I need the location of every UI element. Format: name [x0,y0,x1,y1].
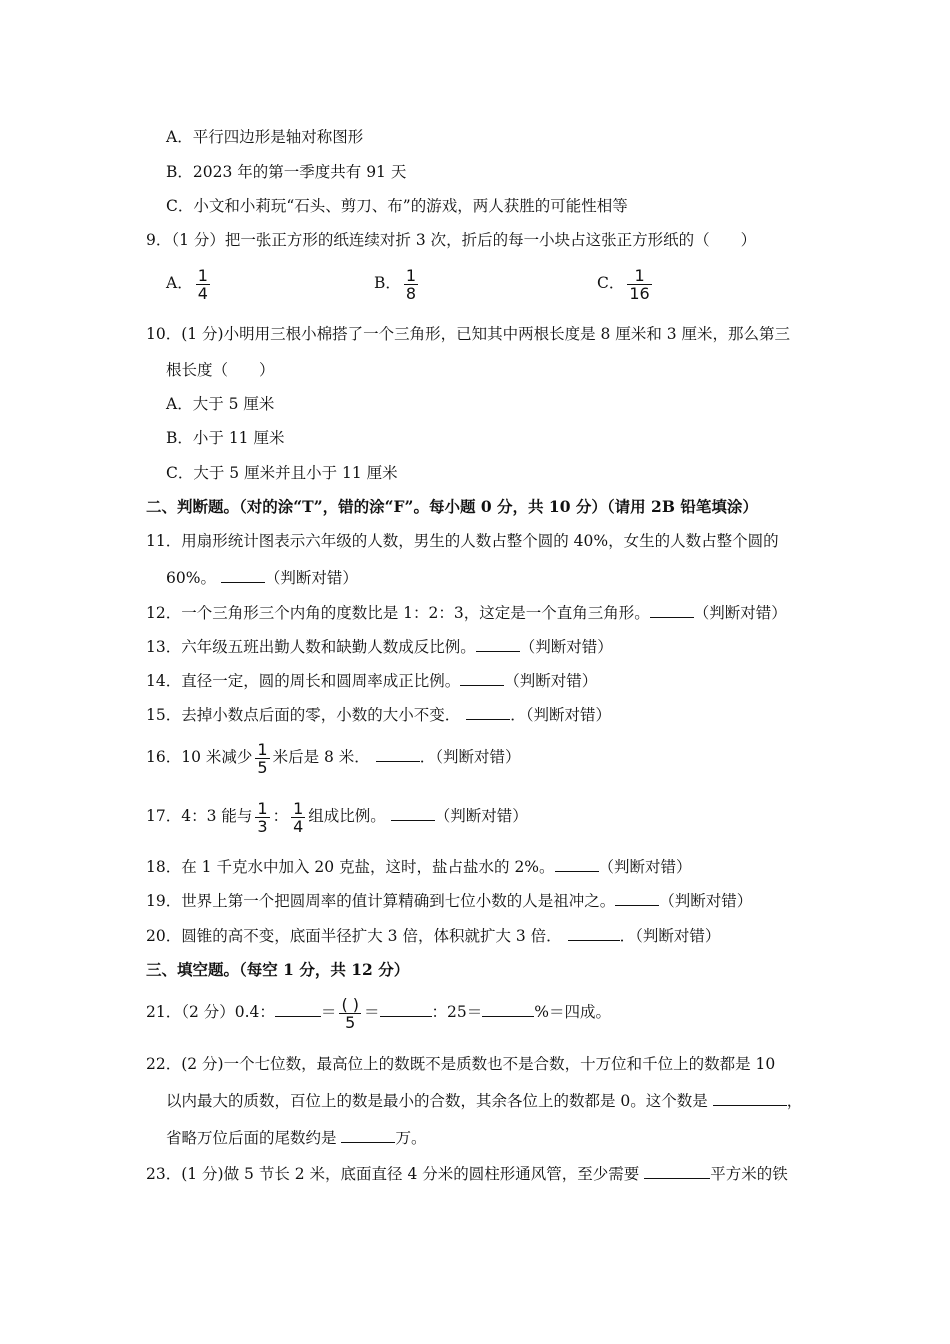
answer-blank[interactable] [476,637,520,652]
q15 [146,705,611,725]
q14-text: 14．直径一定，圆的周长和圆周率成正比例。 [146,672,461,690]
judge-hint: ．（判断对错） [510,706,611,724]
q23 [146,1164,788,1184]
answer-blank[interactable] [380,1002,432,1017]
q19 [146,891,752,911]
judge-hint: （判断对错） [264,569,358,587]
q10-question-line1: 10．(1 分)小明用三根小棉搭了一个三角形，已知其中两根长度是 8 厘米和 3 厘米，那么第三 [146,325,791,343]
judge-hint: ．（判断对错） [619,927,721,945]
q16-text-2: 米后是 8 米． [272,748,370,766]
section-2-title: 二、判断题。（对的涂“T”，错的涂“F”。每小题 0 分，共 10 分）（请用 2B 铅笔填涂） [146,497,758,516]
q23-text-2: 平方米的铁 [710,1165,788,1183]
q17-text: 17．4：3 能与 [146,807,253,825]
q9-c-label: C． [597,274,625,292]
q19-text: 19．世界上第一个把圆周率的值计算精确到七位小数的人是祖冲之。 [146,892,616,910]
q17-fraction-2 [291,800,305,835]
answer-blank[interactable] [555,857,599,872]
q11-line1: 11．用扇形统计图表示六年级的人数，男生的人数占整个圆的 40%，女生的人数占整个圆的 [146,532,779,550]
q9-option-c [597,266,655,302]
q20 [146,926,720,946]
q10-question-line2: 根长度（ ） [166,361,275,379]
q17-text-2: 组成比例。 [308,807,386,825]
denominator: 5 [257,757,268,777]
answer-blank[interactable] [221,568,265,583]
q9-c-fraction [627,267,651,302]
equals-sign: ＝ [364,1003,380,1021]
denominator: 8 [405,283,417,303]
q21-fraction [339,996,361,1031]
answer-blank[interactable] [644,1164,710,1179]
judge-hint: （判断对错） [434,807,528,825]
judge-hint: （判断对错） [519,638,613,656]
q22-line1: 22．(2 分)一个七位数，最高位上的数既不是质数也不是合数，十万位和千位上的数都是 10 [146,1055,776,1073]
q22-line3 [166,1128,426,1148]
q11-percent: 60%。 [166,569,216,587]
q8-option-c: C．小文和小莉玩“石头、剪刀、布”的游戏，两人获胜的可能性相等 [166,197,628,215]
q10-option-b: B．小于 11 厘米 [166,429,285,447]
judge-hint: （判断对错） [504,672,598,690]
judge-hint: ．（判断对错） [419,748,521,766]
q21-text-3: %＝四成。 [534,1003,611,1021]
answer-blank[interactable] [650,603,694,618]
denominator: 4 [293,816,304,836]
answer-blank[interactable] [376,747,420,762]
denominator: 4 [197,283,208,303]
judge-hint: （判断对错） [659,892,753,910]
unit-wan: 万。 [395,1129,427,1147]
q10-option-c: C．大于 5 厘米并且小于 11 厘米 [166,464,398,482]
judge-hint: （判断对错） [598,858,692,876]
section-3-title: 三、填空题。（每空 1 分，共 12 分） [146,960,410,979]
q13 [146,637,613,657]
judge-hint: （判断对错） [693,604,787,622]
q18-text: 18．在 1 千克水中加入 20 克盐，这时，盐占盐水的 2%。 [146,858,555,876]
q8-option-a: A．平行四边形是轴对称图形 [166,128,364,146]
q20-text: 20．圆锥的高不变，底面半径扩大 3 倍，体积就扩大 3 倍． [146,927,562,945]
numerator: 1 [634,265,645,285]
denominator: 16 [629,283,650,303]
denominator: 5 [345,1012,356,1032]
ratio-colon: ： [272,807,289,825]
equals-sign: ＝ [320,1003,337,1021]
q23-text: 23．(1 分)做 5 节长 2 米，底面直径 4 分米的圆柱形通风管，至少需要 [146,1165,640,1183]
q17-fraction-1 [255,800,269,835]
q9-question: 9．（1 分）把一张正方形的纸连续对折 3 次，折后的每一小块占这张正方形纸的（ ） [146,231,757,249]
q16-fraction [255,741,269,776]
q12 [146,603,787,623]
answer-blank[interactable] [466,705,510,720]
q21-text: 21．（2 分）0.4： [146,1003,275,1021]
q22-text: 以内最大的质数，百位上的数是最小的合数，其余各位上的数都是 0。这个数是 [166,1092,708,1110]
answer-blank[interactable] [391,806,435,821]
answer-blank[interactable] [713,1091,787,1106]
q22-text-3: 省略万位后面的尾数约是 [166,1129,337,1147]
q13-text: 13．六年级五班出勤人数和缺勤人数成反比例。 [146,638,476,656]
answer-blank[interactable] [482,1002,534,1017]
q21 [146,994,611,1031]
q17 [146,799,528,835]
q9-b-fraction [404,267,418,302]
q10-option-a: A．大于 5 厘米 [166,395,275,413]
q16-text: 16．10 米减少 [146,748,253,766]
numerator: 1 [197,265,208,285]
q14 [146,671,597,691]
q9-option-a [166,266,213,302]
answer-blank[interactable] [341,1128,395,1143]
answer-blank[interactable] [460,671,504,686]
numerator: 1 [293,798,304,818]
numerator: 1 [405,265,417,285]
q21-text-2: ：25＝ [431,1003,483,1021]
q9-b-label: B． [374,274,401,292]
q16 [146,740,521,776]
q8-option-b: B．2023 年的第一季度共有 91 天 [166,163,407,181]
q15-text: 15．去掉小数点后面的零，小数的大小不变． [146,706,461,724]
q9-a-label: A． [166,274,193,292]
answer-blank[interactable] [275,1002,321,1017]
q18 [146,857,692,877]
q11-line2 [166,568,358,588]
q9-a-fraction [196,267,210,302]
numerator: 1 [257,798,268,818]
q9-option-b [374,266,421,302]
q12-text: 12．一个三角形三个内角的度数比是 1：2：3，这定是一个直角三角形。 [146,604,650,622]
numerator: 1 [257,739,268,759]
answer-blank[interactable] [568,926,620,941]
numerator-blank[interactable]: ( ) [341,994,360,1014]
q22-line2 [166,1091,802,1111]
denominator: 3 [257,816,268,836]
comma: ， [786,1092,803,1110]
answer-blank[interactable] [615,891,659,906]
